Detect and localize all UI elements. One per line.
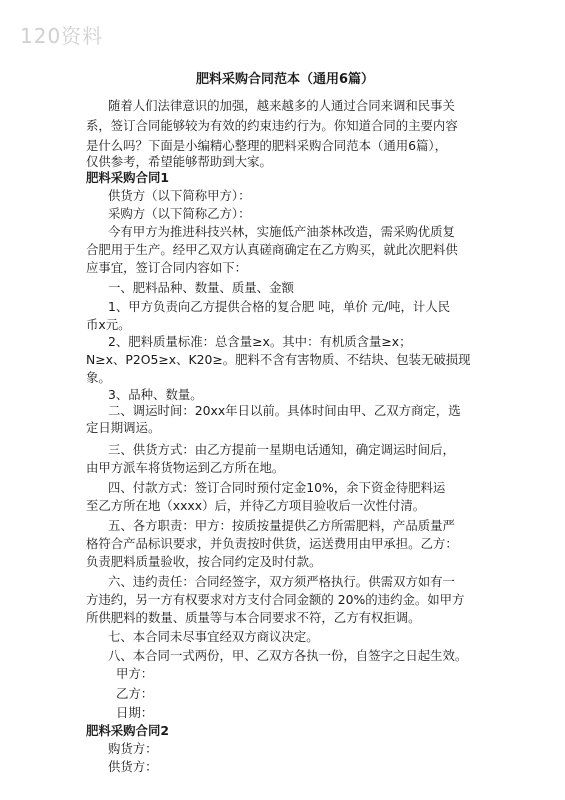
section-line: 三、供货方式：由乙方提前一星期电话通知，确定调运时间后，: [108, 442, 455, 457]
clause-line: 象。: [86, 370, 111, 385]
contract2-heading: 肥料采购合同2: [86, 723, 169, 738]
sign-party-a: 甲方：: [116, 666, 154, 681]
contract1-heading: 肥料采购合同1: [86, 170, 169, 185]
section-line: 格符合产品标识要求，并负责按时供货，运送费用由甲承担。乙方：: [86, 536, 458, 551]
section-line: 负责肥料质量验收，按合同约定及时付款。: [86, 554, 322, 569]
intro-line: 系，签订合同能够较为有效的约束违约行为。你知道合同的主要内容: [86, 118, 458, 133]
clause-line: 2、肥料质量标准：总含量≥x。其中：有机质含量≥x；: [108, 334, 412, 349]
paragraph-line: 合肥用于生产。经甲乙双方认真磋商确定在乙方购买，就此次肥料供: [86, 242, 458, 257]
section-line: 二、调运时间：20xx年日以前。具体时间由甲、乙双方商定，选: [108, 403, 461, 418]
section-heading: 一、肥料品种、数量、质量、金额: [108, 280, 294, 295]
supplier-line: 供货方：: [108, 759, 158, 774]
supplier-line: 供货方（以下简称甲方）：: [108, 188, 251, 203]
section-line: 八、本合同一式两份，甲、乙双方各执一份，自签字之日起生效。: [108, 648, 468, 663]
clause-line: 1、甲方负责向乙方提供合格的复合肥 吨，单价 元/吨，计人民: [108, 299, 451, 314]
section-line: 四、付款方式：签订合同时预付定金10%，余下资金待肥料运: [108, 480, 446, 495]
buyer-line: 购货方：: [108, 741, 158, 756]
section-line: 七、本合同未尽事宜经双方商议决定。: [108, 629, 319, 644]
clause-line: N≥x、P2O5≥x、K20≥。肥料不含有害物质、不结块、包装无破损现: [86, 352, 471, 367]
intro-line: 仅供参考，希望能够帮助到大家。: [86, 154, 272, 169]
intro-line: 随着人们法律意识的加强，越来越多的人通过合同来调和民事关: [108, 98, 455, 113]
sign-party-b: 乙方：: [116, 686, 154, 701]
section-line: 六、违约责任：合同经签字，双方须严格执行。供需双方如有一: [108, 574, 455, 589]
section-line: 定日期调运。: [86, 420, 161, 435]
paragraph-line: 今有甲方为推进科技兴林，实施低产油茶林改造，需采购优质复: [108, 224, 455, 239]
sign-date: 日期：: [116, 705, 154, 720]
clause-line: 3、品种、数量。: [108, 387, 203, 402]
section-line: 所供肥料的数量、质量等与本合同要求不符，乙方有权拒调。: [86, 610, 421, 625]
section-line: 由甲方派车将货物运到乙方所在地。: [86, 460, 285, 475]
clause-line: 币x元。: [86, 317, 131, 332]
section-line: 至乙方所在地（xxxx）后，并待乙方项目验收后一次性付清。: [86, 498, 426, 513]
section-line: 五、各方职责：甲方：按质按量提供乙方所需肥料，产品质量严: [108, 518, 455, 533]
buyer-line: 采购方（以下简称乙方）：: [108, 206, 251, 221]
paragraph-line: 应事宜，签订合同内容如下：: [86, 260, 248, 275]
section-line: 方违约，另一方有权要求对方支付合同金额的 20%的违约金。如甲方: [86, 592, 465, 607]
intro-line: 是什么吗？下面是小编精心整理的肥料采购合同范本（通用6篇），: [86, 138, 448, 153]
watermark: 120资料: [20, 24, 104, 48]
document-title: 肥料采购合同范本（通用6篇）: [195, 72, 375, 87]
